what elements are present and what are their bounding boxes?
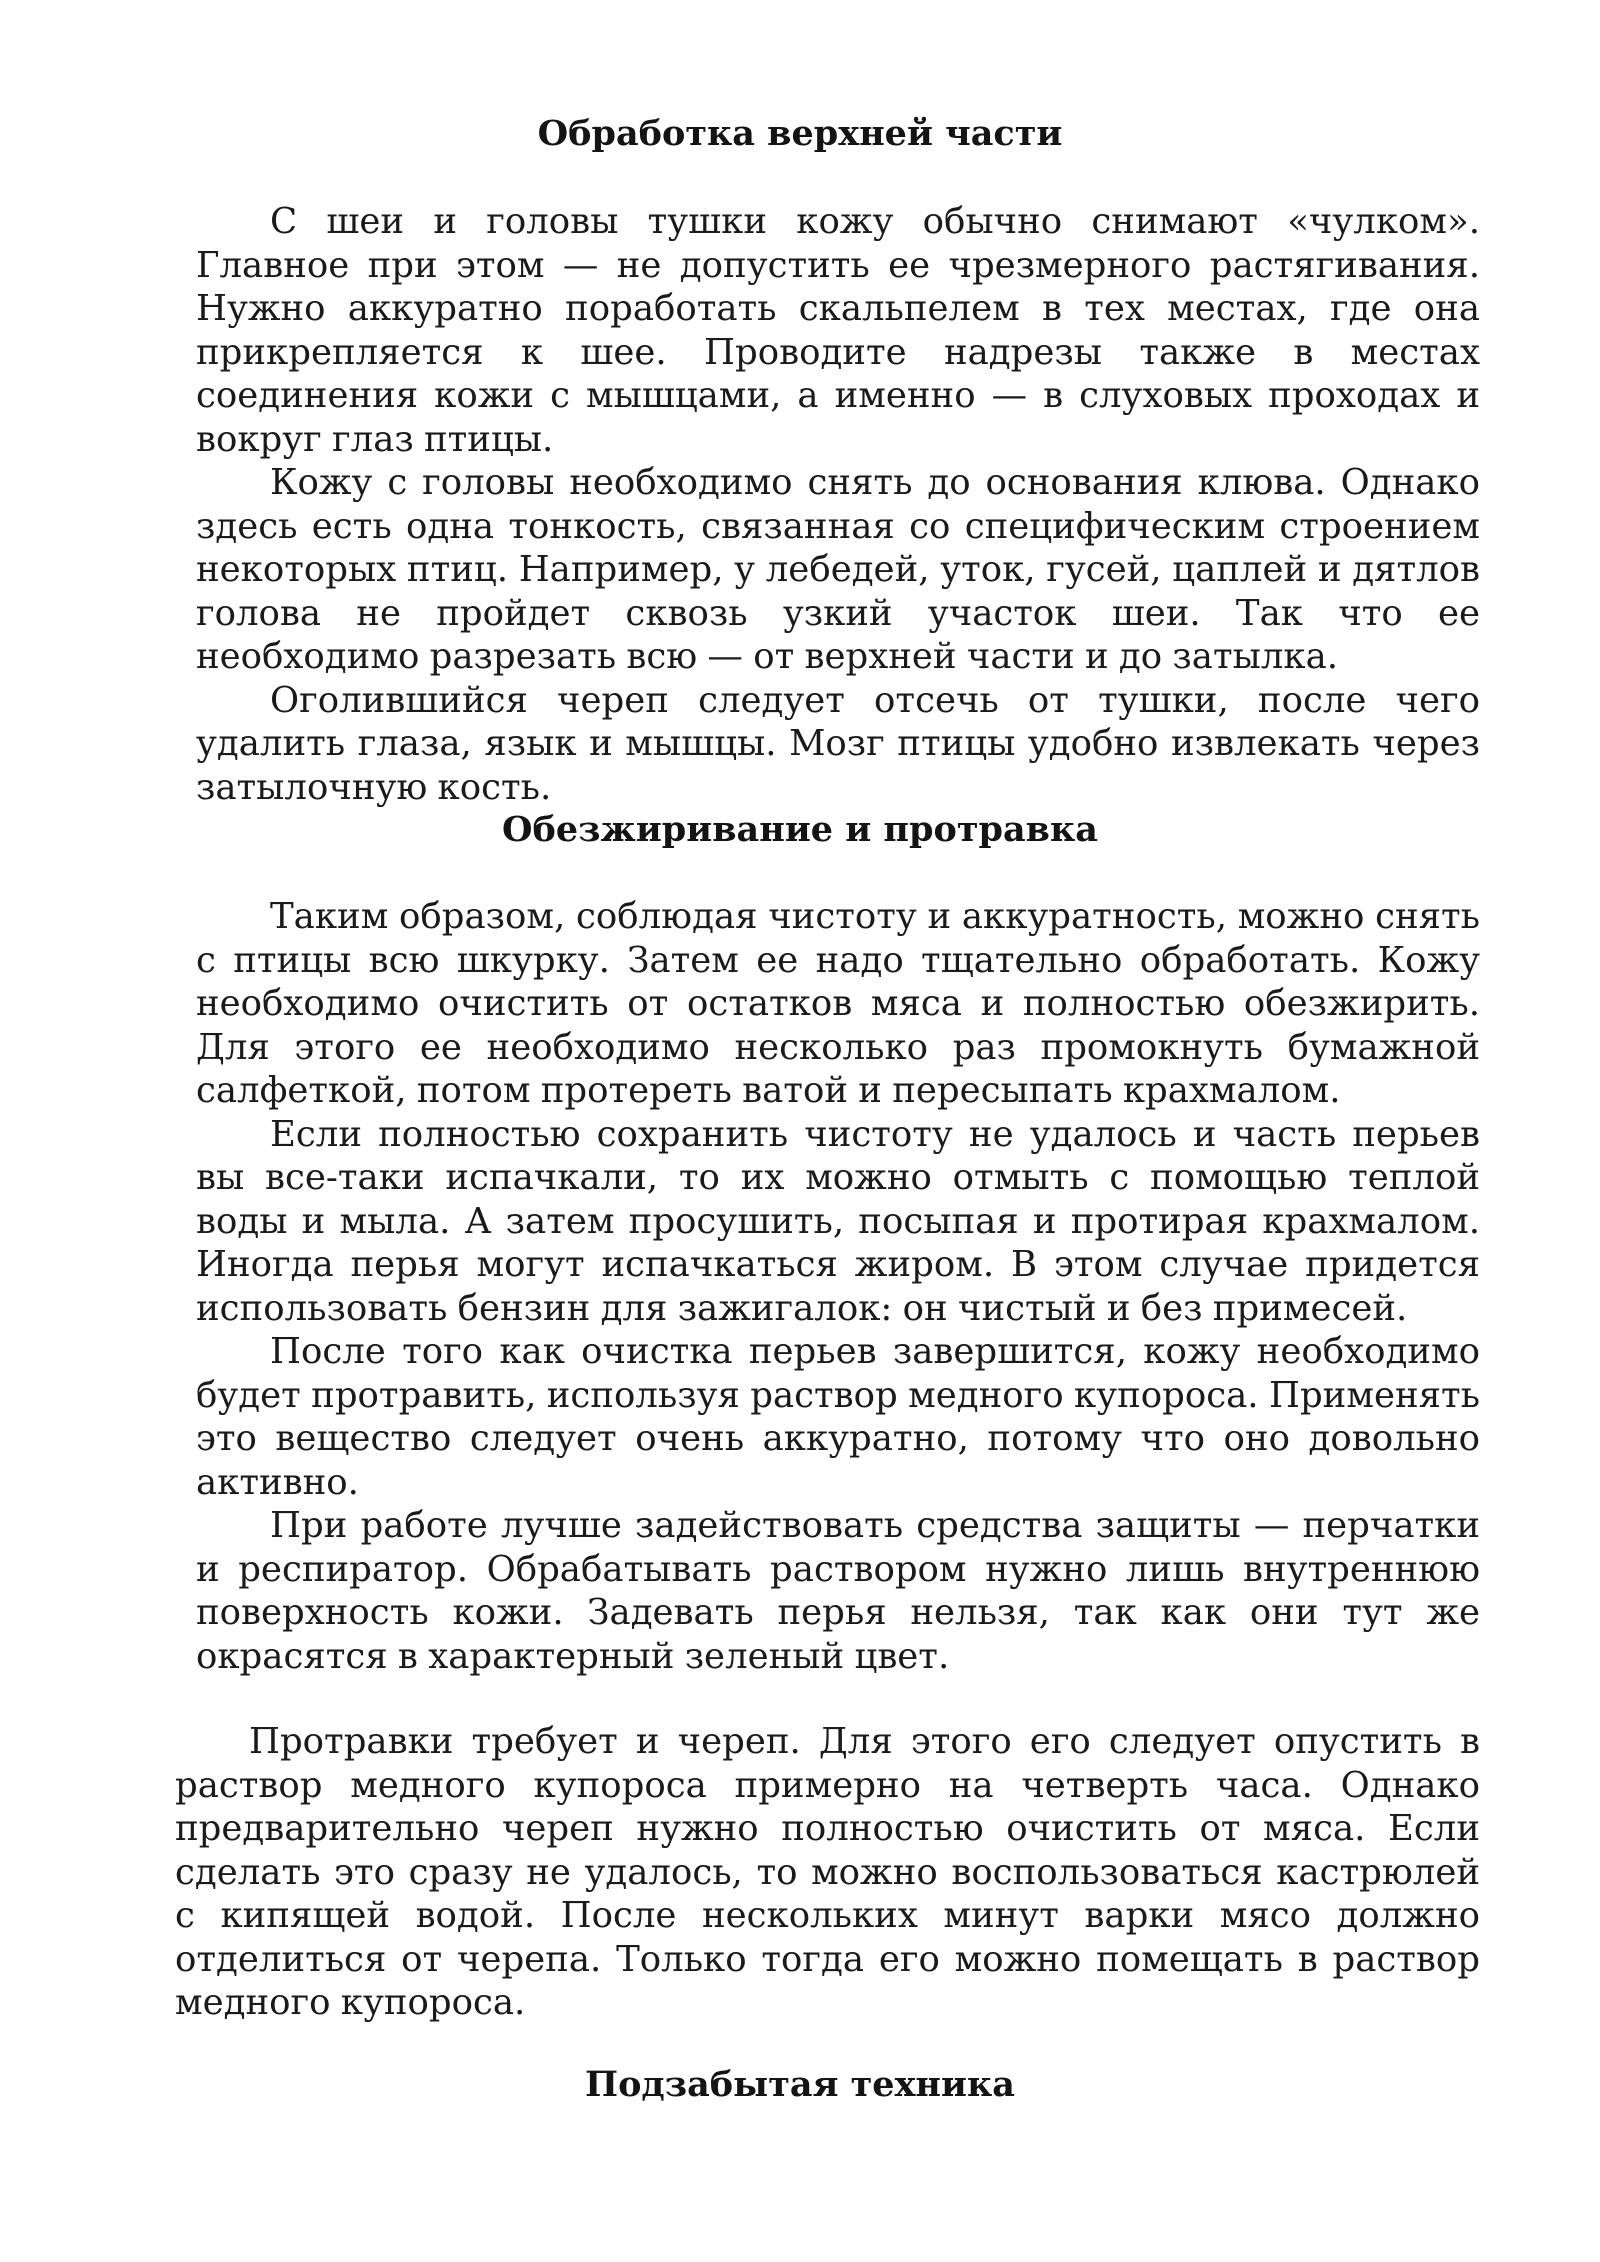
paragraph: Если полностью сохранить чистоту не удалось и часть перьев вы все-таки испачкали, то их можно отмыть с помощью теплой воды и мыла. А затем просушить, посыпая и протирая крахмалом. Иногда перья могут испачкаться жиром. В этом случае придется использовать бензин для зажигалок: он чистый и без примесей. xyxy=(196,1113,1480,1329)
paragraph: С шеи и головы тушки кожу обычно снимают «чулком». Главное при этом — не допустить ее чрезмерного растягивания. Нужно аккуратно поработать скальпелем в тех местах, где она прикрепляется к шее. Проводите надрезы также в местах соединения кожи с мышцами, а именно — в слуховых проходах и вокруг глаз птицы. xyxy=(196,201,1480,460)
section-skull-body xyxy=(175,1720,1480,2025)
paragraph: При работе лучше задействовать средства защиты — перчатки и респиратор. Обрабатывать раствором нужно лишь внутреннюю поверхность кожи. Задевать перья нельзя, так как они тут же окрасятся в характерный зеленый цвет. xyxy=(196,1505,1480,1677)
section-heading-degreasing: Обезжиривание и протравка xyxy=(502,809,1098,850)
paragraph: Таким образом, соблюдая чистоту и аккуратность, можно снять с птицы всю шкурку. Затем ее надо тщательно обработать. Кожу необходимо очистить от остатков мяса и полностью обезжирить. Для этого ее необходимо несколько раз промокнуть бумажной салфеткой, потом протереть ватой и пересыпать крахмалом. xyxy=(196,896,1480,1111)
paragraph: Оголившийся череп следует отсечь от тушки, после чего удалить глаза, язык и мышцы. Мозг птицы удобно извлекать через затылочную кость. xyxy=(196,679,1480,808)
section-upper-part-body xyxy=(196,200,1480,809)
paragraph: После того как очистка перьев завершится, кожу необходимо будет протравить, используя раствор медного купороса. Применять это вещество следует очень аккуратно, потому что оно довольно активно. xyxy=(196,1331,1480,1503)
section-degreasing-body xyxy=(196,895,1480,1678)
paragraph: Протравки требует и череп. Для этого его следует опустить в раствор медного купороса примерно на четверть часа. Однако предварительно череп нужно полностью очистить от мяса. Если сделать это сразу не удалось, то можно воспользоваться кастрюлей с кипящей водой. После нескольких минут варки мясо должно отделиться от черепа. Только тогда его можно помещать в раствор медного купороса. xyxy=(175,1721,1480,2023)
section-heading-upper-part: Обработка верхней части xyxy=(537,113,1063,154)
section-heading-forgotten-technique: Подзабытая техника xyxy=(585,2064,1015,2105)
paragraph: Кожу с головы необходимо снять до основания клюва. Однако здесь есть одна тонкость, связанная со специфическим строением некоторых птиц. Например, у лебедей, уток, гусей, цаплей и дятлов голова не пройдет сквозь узкий участок шеи. Так что ее необходимо разрезать всю — от верхней части и до затылка. xyxy=(196,462,1480,677)
